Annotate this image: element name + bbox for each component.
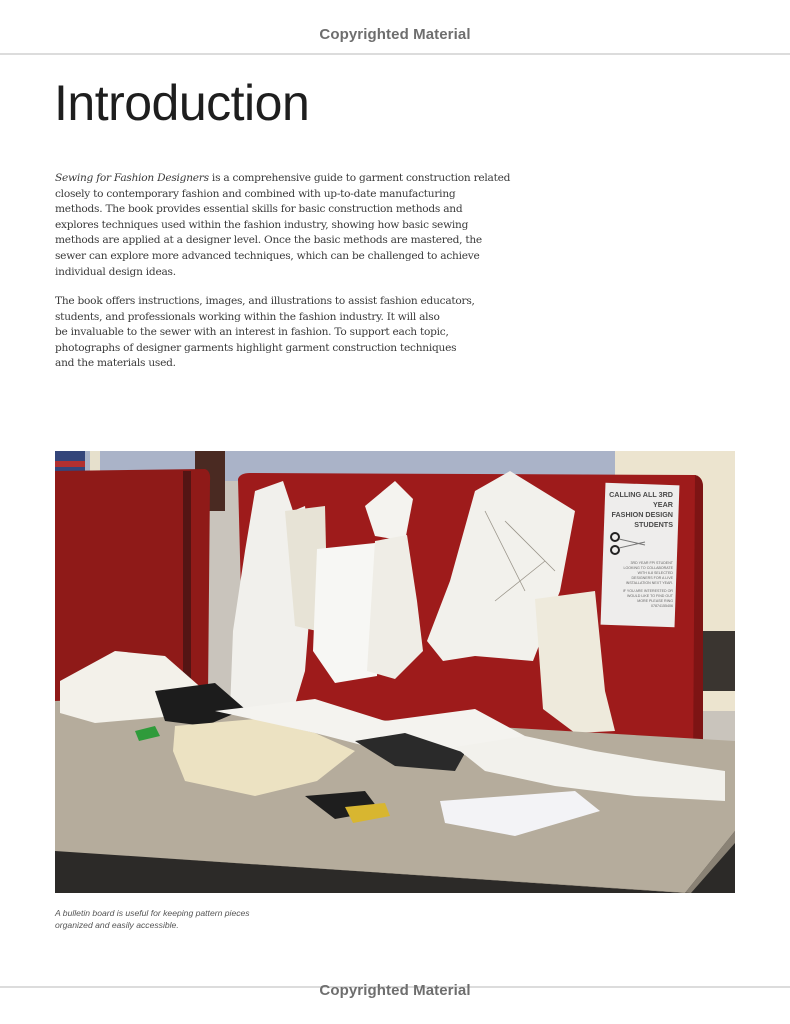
paragraph-line: explores techniques used within the fashion industry, showing how basic sewing — [55, 218, 469, 231]
paragraph-line: Sewing for Fashion Designers is a comprehensive guide to garment construction related — [55, 172, 511, 184]
caption-line: organized and easily accessible. — [55, 920, 179, 930]
paragraph-line: sewer can explore more advanced techniques, which can be challenged to achieve — [55, 249, 480, 262]
paragraph-line: methods are applied at a designer level. Once the basic methods are mastered, the — [55, 234, 482, 247]
svg-text:CALLING ALL 3RD: CALLING ALL 3RD — [609, 490, 673, 499]
bulletin-board-photo — [55, 451, 735, 893]
paragraph-line: individual design ideas. — [55, 265, 176, 278]
svg-text:07874155406: 07874155406 — [651, 604, 673, 608]
book-title-italic: Sewing for Fashion Designers — [55, 172, 209, 184]
svg-text:FASHION DESIGN: FASHION DESIGN — [611, 510, 673, 519]
intro-paragraph-1 — [55, 171, 511, 280]
svg-text:3RD YEAR FPI STUDENT: 3RD YEAR FPI STUDENT — [630, 561, 673, 565]
paragraph-line: The book offers instructions, images, and illustrations to assist fashion educators, — [55, 295, 475, 307]
paragraph-line: students, and professionals working within the fashion industry. It will also — [55, 310, 440, 323]
svg-text:LOOKING TO COLLABORATE: LOOKING TO COLLABORATE — [623, 566, 673, 570]
photo-illustration — [55, 451, 735, 893]
svg-text:IF YOU ARE INTERESTED OR: IF YOU ARE INTERESTED OR — [622, 589, 673, 593]
paragraph-line: and the materials used. — [55, 357, 176, 370]
svg-text:WITH 6-8 SELECTED: WITH 6-8 SELECTED — [637, 571, 673, 575]
paragraph-line: methods. The book provides essential skills for basic construction methods and — [55, 203, 463, 216]
header-divider — [0, 53, 790, 55]
paragraph-line: closely to contemporary fashion and combined with up-to-date manufacturing — [55, 187, 456, 200]
svg-text:YEAR: YEAR — [653, 500, 673, 509]
figure-caption — [55, 907, 295, 931]
paragraph-line: be invaluable to the sewer with an interest in fashion. To support each topic, — [55, 326, 449, 339]
copyright-watermark-top: Copyrighted Material — [319, 26, 471, 43]
svg-text:DESIGNERS FOR A LIVE: DESIGNERS FOR A LIVE — [631, 576, 673, 580]
page-title: Introduction — [54, 75, 310, 131]
intro-paragraph-2 — [55, 294, 495, 372]
copyright-watermark-bottom: Copyrighted Material — [319, 982, 471, 999]
paragraph-line: photographs of designer garments highlight garment construction techniques — [55, 341, 457, 354]
svg-text:STUDENTS: STUDENTS — [634, 520, 673, 529]
caption-line: A bulletin board is useful for keeping pattern pieces — [55, 908, 250, 918]
svg-text:WOULD LIKE TO FIND OUT: WOULD LIKE TO FIND OUT — [627, 594, 673, 598]
svg-text:MORE PLEASE RING: MORE PLEASE RING — [637, 599, 673, 603]
svg-text:INSTALLATION NEXT YEAR.: INSTALLATION NEXT YEAR. — [625, 581, 673, 585]
poster — [601, 483, 680, 627]
